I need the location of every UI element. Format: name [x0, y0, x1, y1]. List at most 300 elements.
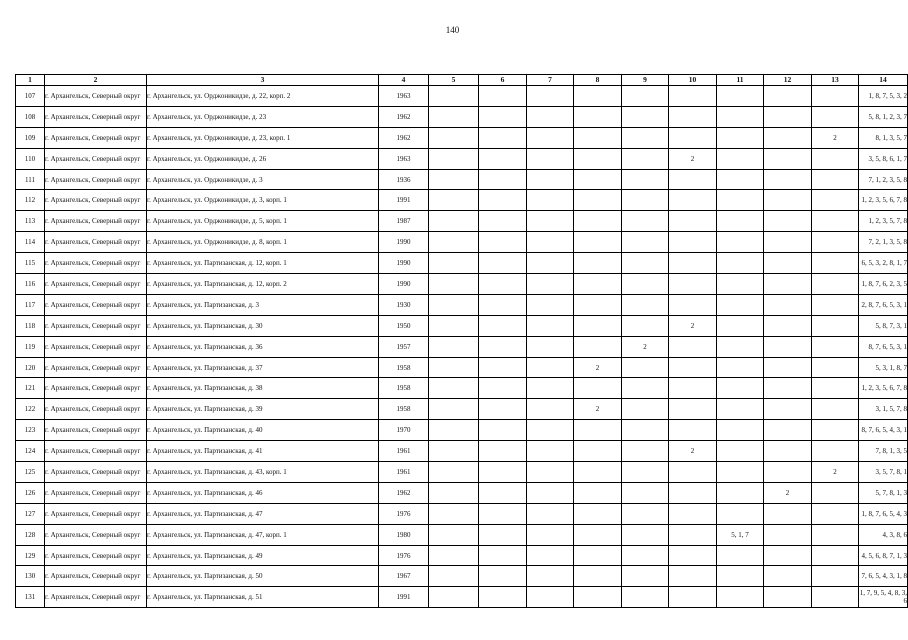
- year-cell: 1980: [379, 524, 429, 545]
- col9-cell: [622, 378, 669, 399]
- col13-cell: [812, 420, 859, 441]
- table-row: [16, 106, 908, 127]
- col9-cell: 2: [622, 336, 669, 357]
- col5-cell: [429, 482, 479, 503]
- column-header-9: 9: [622, 75, 669, 86]
- col7-cell: [527, 524, 574, 545]
- table-row: [16, 587, 908, 608]
- col12-cell: [764, 190, 812, 211]
- column-header-7: 7: [527, 75, 574, 86]
- row-number: 129: [16, 545, 45, 566]
- col12-cell: [764, 399, 812, 420]
- district-cell: г. Архангельск, Северный округ: [45, 190, 147, 211]
- year-cell: 1958: [379, 399, 429, 420]
- col9-cell: [622, 524, 669, 545]
- col8-cell: [574, 190, 622, 211]
- column-header-2: 2: [45, 75, 147, 86]
- col6-cell: [479, 566, 527, 587]
- table-row: [16, 127, 908, 148]
- table-row: [16, 524, 908, 545]
- col11-cell: [717, 399, 764, 420]
- column-header-5: 5: [429, 75, 479, 86]
- table-row: [16, 482, 908, 503]
- district-cell: г. Архангельск, Северный округ: [45, 378, 147, 399]
- col10-cell: [669, 232, 717, 253]
- col12-cell: [764, 587, 812, 608]
- year-cell: 1991: [379, 587, 429, 608]
- district-cell: г. Архангельск, Северный округ: [45, 566, 147, 587]
- col7-cell: [527, 566, 574, 587]
- address-cell: г. Архангельск, ул. Партизанская, д. 12, корп. 2: [147, 274, 379, 295]
- col14-cell: 8, 7, 6, 5, 3, 1: [859, 336, 908, 357]
- col13-cell: [812, 378, 859, 399]
- col8-cell: [574, 211, 622, 232]
- col14-cell: 1, 8, 7, 6, 5, 4, 3: [859, 503, 908, 524]
- col10-cell: [669, 169, 717, 190]
- column-header-13: 13: [812, 75, 859, 86]
- col8-cell: [574, 503, 622, 524]
- col12-cell: [764, 232, 812, 253]
- col9-cell: [622, 211, 669, 232]
- col7-cell: [527, 378, 574, 399]
- column-header-14: 14: [859, 75, 908, 86]
- col5-cell: [429, 190, 479, 211]
- row-number: 114: [16, 232, 45, 253]
- row-number: 113: [16, 211, 45, 232]
- row-number: 107: [16, 86, 45, 107]
- col10-cell: [669, 106, 717, 127]
- col8-cell: [574, 169, 622, 190]
- col8-cell: [574, 587, 622, 608]
- col9-cell: [622, 357, 669, 378]
- col10-cell: [669, 524, 717, 545]
- col5-cell: [429, 357, 479, 378]
- col8-cell: [574, 274, 622, 295]
- year-cell: 1990: [379, 274, 429, 295]
- col11-cell: [717, 253, 764, 274]
- col13-cell: [812, 148, 859, 169]
- col7-cell: [527, 336, 574, 357]
- district-cell: г. Архангельск, Северный округ: [45, 357, 147, 378]
- col12-cell: [764, 294, 812, 315]
- col9-cell: [622, 545, 669, 566]
- col14-cell: 4, 3, 8, 6: [859, 524, 908, 545]
- col11-cell: [717, 148, 764, 169]
- col12-cell: [764, 462, 812, 483]
- row-number: 112: [16, 190, 45, 211]
- col7-cell: [527, 274, 574, 295]
- col13-cell: [812, 336, 859, 357]
- address-cell: г. Архангельск, ул. Орджоникидзе, д. 8, корп. 1: [147, 232, 379, 253]
- col14-cell: 4, 5, 6, 8, 7, 1, 3: [859, 545, 908, 566]
- col8-cell: [574, 253, 622, 274]
- col10-cell: 2: [669, 441, 717, 462]
- col12-cell: [764, 211, 812, 232]
- col13-cell: [812, 315, 859, 336]
- page-number: 140: [445, 25, 460, 35]
- address-cell: г. Архангельск, ул. Орджоникидзе, д. 23: [147, 106, 379, 127]
- col12-cell: [764, 503, 812, 524]
- col6-cell: [479, 336, 527, 357]
- address-cell: г. Архангельск, ул. Партизанская, д. 3: [147, 294, 379, 315]
- address-cell: г. Архангельск, ул. Партизанская, д. 39: [147, 399, 379, 420]
- col13-cell: [812, 482, 859, 503]
- col8-cell: [574, 420, 622, 441]
- col5-cell: [429, 127, 479, 148]
- table-row: [16, 274, 908, 295]
- col6-cell: [479, 545, 527, 566]
- col14-cell: 8, 1, 3, 5, 7: [859, 127, 908, 148]
- column-header-12: 12: [764, 75, 812, 86]
- col8-cell: [574, 294, 622, 315]
- row-number: 125: [16, 462, 45, 483]
- address-cell: г. Архангельск, ул. Партизанская, д. 43, корп. 1: [147, 462, 379, 483]
- address-cell: г. Архангельск, ул. Орджоникидзе, д. 26: [147, 148, 379, 169]
- col8-cell: [574, 482, 622, 503]
- col10-cell: [669, 274, 717, 295]
- col8-cell: [574, 524, 622, 545]
- col9-cell: [622, 482, 669, 503]
- table-row: [16, 566, 908, 587]
- col5-cell: [429, 378, 479, 399]
- col8-cell: [574, 336, 622, 357]
- col9-cell: [622, 190, 669, 211]
- col8-cell: [574, 545, 622, 566]
- address-cell: г. Архангельск, ул. Орджоникидзе, д. 22, корп. 2: [147, 86, 379, 107]
- row-number: 108: [16, 106, 45, 127]
- col7-cell: [527, 253, 574, 274]
- col14-cell: 7, 1, 2, 3, 5, 8: [859, 169, 908, 190]
- address-cell: г. Архангельск, ул. Партизанская, д. 30: [147, 315, 379, 336]
- table-row: [16, 545, 908, 566]
- col13-cell: [812, 399, 859, 420]
- year-cell: 1970: [379, 420, 429, 441]
- district-cell: г. Архангельск, Северный округ: [45, 315, 147, 336]
- col7-cell: [527, 420, 574, 441]
- col5-cell: [429, 169, 479, 190]
- col13-cell: [812, 587, 859, 608]
- row-number: 122: [16, 399, 45, 420]
- col13-cell: [812, 545, 859, 566]
- col10-cell: [669, 336, 717, 357]
- row-number: 111: [16, 169, 45, 190]
- col7-cell: [527, 545, 574, 566]
- col12-cell: [764, 524, 812, 545]
- year-cell: 1958: [379, 378, 429, 399]
- col6-cell: [479, 503, 527, 524]
- address-cell: г. Архангельск, ул. Партизанская, д. 38: [147, 378, 379, 399]
- table-row: [16, 211, 908, 232]
- col11-cell: [717, 566, 764, 587]
- col10-cell: [669, 399, 717, 420]
- col5-cell: [429, 399, 479, 420]
- district-cell: г. Архангельск, Северный округ: [45, 127, 147, 148]
- col7-cell: [527, 169, 574, 190]
- col8-cell: 2: [574, 399, 622, 420]
- col13-cell: [812, 503, 859, 524]
- col6-cell: [479, 482, 527, 503]
- col12-cell: [764, 336, 812, 357]
- col5-cell: [429, 336, 479, 357]
- col9-cell: [622, 503, 669, 524]
- col11-cell: [717, 169, 764, 190]
- col5-cell: [429, 86, 479, 107]
- col7-cell: [527, 190, 574, 211]
- col11-cell: [717, 482, 764, 503]
- district-cell: г. Архангельск, Северный округ: [45, 399, 147, 420]
- column-header-6: 6: [479, 75, 527, 86]
- col12-cell: 2: [764, 482, 812, 503]
- row-number: 131: [16, 587, 45, 608]
- col8-cell: [574, 86, 622, 107]
- col13-cell: [812, 232, 859, 253]
- district-cell: г. Архангельск, Северный округ: [45, 148, 147, 169]
- col14-cell: 7, 8, 1, 3, 5: [859, 441, 908, 462]
- year-cell: 1961: [379, 462, 429, 483]
- year-cell: 1957: [379, 336, 429, 357]
- col12-cell: [764, 378, 812, 399]
- col12-cell: [764, 357, 812, 378]
- col9-cell: [622, 148, 669, 169]
- col13-cell: [812, 253, 859, 274]
- col11-cell: [717, 315, 764, 336]
- col12-cell: [764, 86, 812, 107]
- district-cell: г. Архангельск, Северный округ: [45, 503, 147, 524]
- col13-cell: [812, 211, 859, 232]
- col5-cell: [429, 294, 479, 315]
- col7-cell: [527, 357, 574, 378]
- address-cell: г. Архангельск, ул. Партизанская, д. 40: [147, 420, 379, 441]
- col13-cell: 2: [812, 127, 859, 148]
- col10-cell: [669, 190, 717, 211]
- col5-cell: [429, 315, 479, 336]
- table-row: [16, 253, 908, 274]
- table-row: [16, 148, 908, 169]
- col6-cell: [479, 253, 527, 274]
- col13-cell: 2: [812, 462, 859, 483]
- col12-cell: [764, 169, 812, 190]
- col10-cell: [669, 378, 717, 399]
- year-cell: 1976: [379, 545, 429, 566]
- registry-table: [15, 74, 908, 608]
- row-number: 118: [16, 315, 45, 336]
- col5-cell: [429, 274, 479, 295]
- table-row: [16, 294, 908, 315]
- col14-cell: 1, 2, 3, 5, 7, 8: [859, 211, 908, 232]
- col14-cell: 5, 8, 7, 3, 1: [859, 315, 908, 336]
- col14-cell: 2, 8, 7, 6, 5, 3, 1: [859, 294, 908, 315]
- row-number: 128: [16, 524, 45, 545]
- col9-cell: [622, 127, 669, 148]
- col6-cell: [479, 169, 527, 190]
- col11-cell: [717, 127, 764, 148]
- col10-cell: [669, 127, 717, 148]
- table-row: [16, 315, 908, 336]
- col13-cell: [812, 294, 859, 315]
- col13-cell: [812, 357, 859, 378]
- col11-cell: [717, 232, 764, 253]
- col13-cell: [812, 274, 859, 295]
- col5-cell: [429, 148, 479, 169]
- district-cell: г. Архангельск, Северный округ: [45, 211, 147, 232]
- col9-cell: [622, 420, 669, 441]
- col5-cell: [429, 566, 479, 587]
- year-cell: 1962: [379, 127, 429, 148]
- col9-cell: [622, 566, 669, 587]
- col12-cell: [764, 148, 812, 169]
- col5-cell: [429, 587, 479, 608]
- col5-cell: [429, 106, 479, 127]
- col6-cell: [479, 294, 527, 315]
- year-cell: 1958: [379, 357, 429, 378]
- column-header-3: 3: [147, 75, 379, 86]
- col10-cell: [669, 357, 717, 378]
- table-row: [16, 336, 908, 357]
- col10-cell: [669, 503, 717, 524]
- col10-cell: [669, 545, 717, 566]
- col6-cell: [479, 211, 527, 232]
- col5-cell: [429, 524, 479, 545]
- district-cell: г. Архангельск, Северный округ: [45, 274, 147, 295]
- col5-cell: [429, 441, 479, 462]
- address-cell: г. Архангельск, ул. Партизанская, д. 36: [147, 336, 379, 357]
- col8-cell: [574, 106, 622, 127]
- col9-cell: [622, 86, 669, 107]
- table-body: [16, 86, 908, 608]
- col11-cell: [717, 441, 764, 462]
- col11-cell: [717, 357, 764, 378]
- col13-cell: [812, 524, 859, 545]
- col8-cell: [574, 462, 622, 483]
- col14-cell: 1, 7, 9, 5, 4, 8, 3, 6: [859, 587, 908, 608]
- col11-cell: [717, 378, 764, 399]
- address-cell: г. Архангельск, ул. Партизанская, д. 37: [147, 357, 379, 378]
- row-number: 120: [16, 357, 45, 378]
- table-row: [16, 441, 908, 462]
- row-number: 127: [16, 503, 45, 524]
- col5-cell: [429, 253, 479, 274]
- col14-cell: 5, 3, 1, 8, 7: [859, 357, 908, 378]
- table-row: [16, 232, 908, 253]
- col8-cell: 2: [574, 357, 622, 378]
- col6-cell: [479, 127, 527, 148]
- year-cell: 1990: [379, 253, 429, 274]
- address-cell: г. Архангельск, ул. Партизанская, д. 12, корп. 1: [147, 253, 379, 274]
- row-number: 115: [16, 253, 45, 274]
- col5-cell: [429, 232, 479, 253]
- address-cell: г. Архангельск, ул. Партизанская, д. 51: [147, 587, 379, 608]
- col11-cell: [717, 190, 764, 211]
- col7-cell: [527, 86, 574, 107]
- col9-cell: [622, 274, 669, 295]
- col9-cell: [622, 441, 669, 462]
- year-cell: 1990: [379, 232, 429, 253]
- district-cell: г. Архангельск, Северный округ: [45, 545, 147, 566]
- col10-cell: [669, 294, 717, 315]
- col10-cell: 2: [669, 315, 717, 336]
- col9-cell: [622, 315, 669, 336]
- col14-cell: 5, 8, 1, 2, 3, 7: [859, 106, 908, 127]
- district-cell: г. Архангельск, Северный округ: [45, 441, 147, 462]
- col6-cell: [479, 190, 527, 211]
- col9-cell: [622, 106, 669, 127]
- col6-cell: [479, 462, 527, 483]
- col6-cell: [479, 357, 527, 378]
- col9-cell: [622, 399, 669, 420]
- table-row: [16, 503, 908, 524]
- year-cell: 1962: [379, 482, 429, 503]
- col9-cell: [622, 232, 669, 253]
- district-cell: г. Архангельск, Северный округ: [45, 587, 147, 608]
- row-number: 117: [16, 294, 45, 315]
- row-number: 116: [16, 274, 45, 295]
- col6-cell: [479, 106, 527, 127]
- col10-cell: [669, 587, 717, 608]
- table-row: [16, 462, 908, 483]
- district-cell: г. Архангельск, Северный округ: [45, 86, 147, 107]
- col7-cell: [527, 127, 574, 148]
- col9-cell: [622, 253, 669, 274]
- col8-cell: [574, 148, 622, 169]
- col7-cell: [527, 462, 574, 483]
- row-number: 124: [16, 441, 45, 462]
- col10-cell: [669, 211, 717, 232]
- year-cell: 1987: [379, 211, 429, 232]
- col9-cell: [622, 169, 669, 190]
- col12-cell: [764, 441, 812, 462]
- col14-cell: 1, 8, 7, 5, 3, 2: [859, 86, 908, 107]
- col5-cell: [429, 420, 479, 441]
- table-header-row: [16, 75, 908, 86]
- col14-cell: 7, 2, 1, 3, 5, 8: [859, 232, 908, 253]
- address-cell: г. Архангельск, ул. Орджоникидзе, д. 5, корп. 1: [147, 211, 379, 232]
- col7-cell: [527, 148, 574, 169]
- table-row: [16, 86, 908, 107]
- col11-cell: [717, 106, 764, 127]
- col10-cell: [669, 482, 717, 503]
- year-cell: 1967: [379, 566, 429, 587]
- year-cell: 1963: [379, 86, 429, 107]
- col11-cell: [717, 587, 764, 608]
- col13-cell: [812, 190, 859, 211]
- col14-cell: 3, 1, 5, 7, 8: [859, 399, 908, 420]
- district-cell: г. Архангельск, Северный округ: [45, 420, 147, 441]
- year-cell: 1961: [379, 441, 429, 462]
- col8-cell: [574, 378, 622, 399]
- col12-cell: [764, 127, 812, 148]
- col14-cell: 5, 7, 8, 1, 3: [859, 482, 908, 503]
- col11-cell: [717, 462, 764, 483]
- address-cell: г. Архангельск, ул. Орджоникидзе, д. 3: [147, 169, 379, 190]
- col8-cell: [574, 441, 622, 462]
- col14-cell: 6, 5, 3, 2, 8, 1, 7: [859, 253, 908, 274]
- col11-cell: [717, 420, 764, 441]
- table-row: [16, 357, 908, 378]
- col13-cell: [812, 441, 859, 462]
- table-row: [16, 399, 908, 420]
- district-cell: г. Архангельск, Северный округ: [45, 462, 147, 483]
- year-cell: 1963: [379, 148, 429, 169]
- year-cell: 1962: [379, 106, 429, 127]
- district-cell: г. Архангельск, Северный округ: [45, 106, 147, 127]
- col11-cell: [717, 545, 764, 566]
- col11-cell: [717, 211, 764, 232]
- col12-cell: [764, 315, 812, 336]
- row-number: 126: [16, 482, 45, 503]
- col8-cell: [574, 127, 622, 148]
- col12-cell: [764, 566, 812, 587]
- col12-cell: [764, 106, 812, 127]
